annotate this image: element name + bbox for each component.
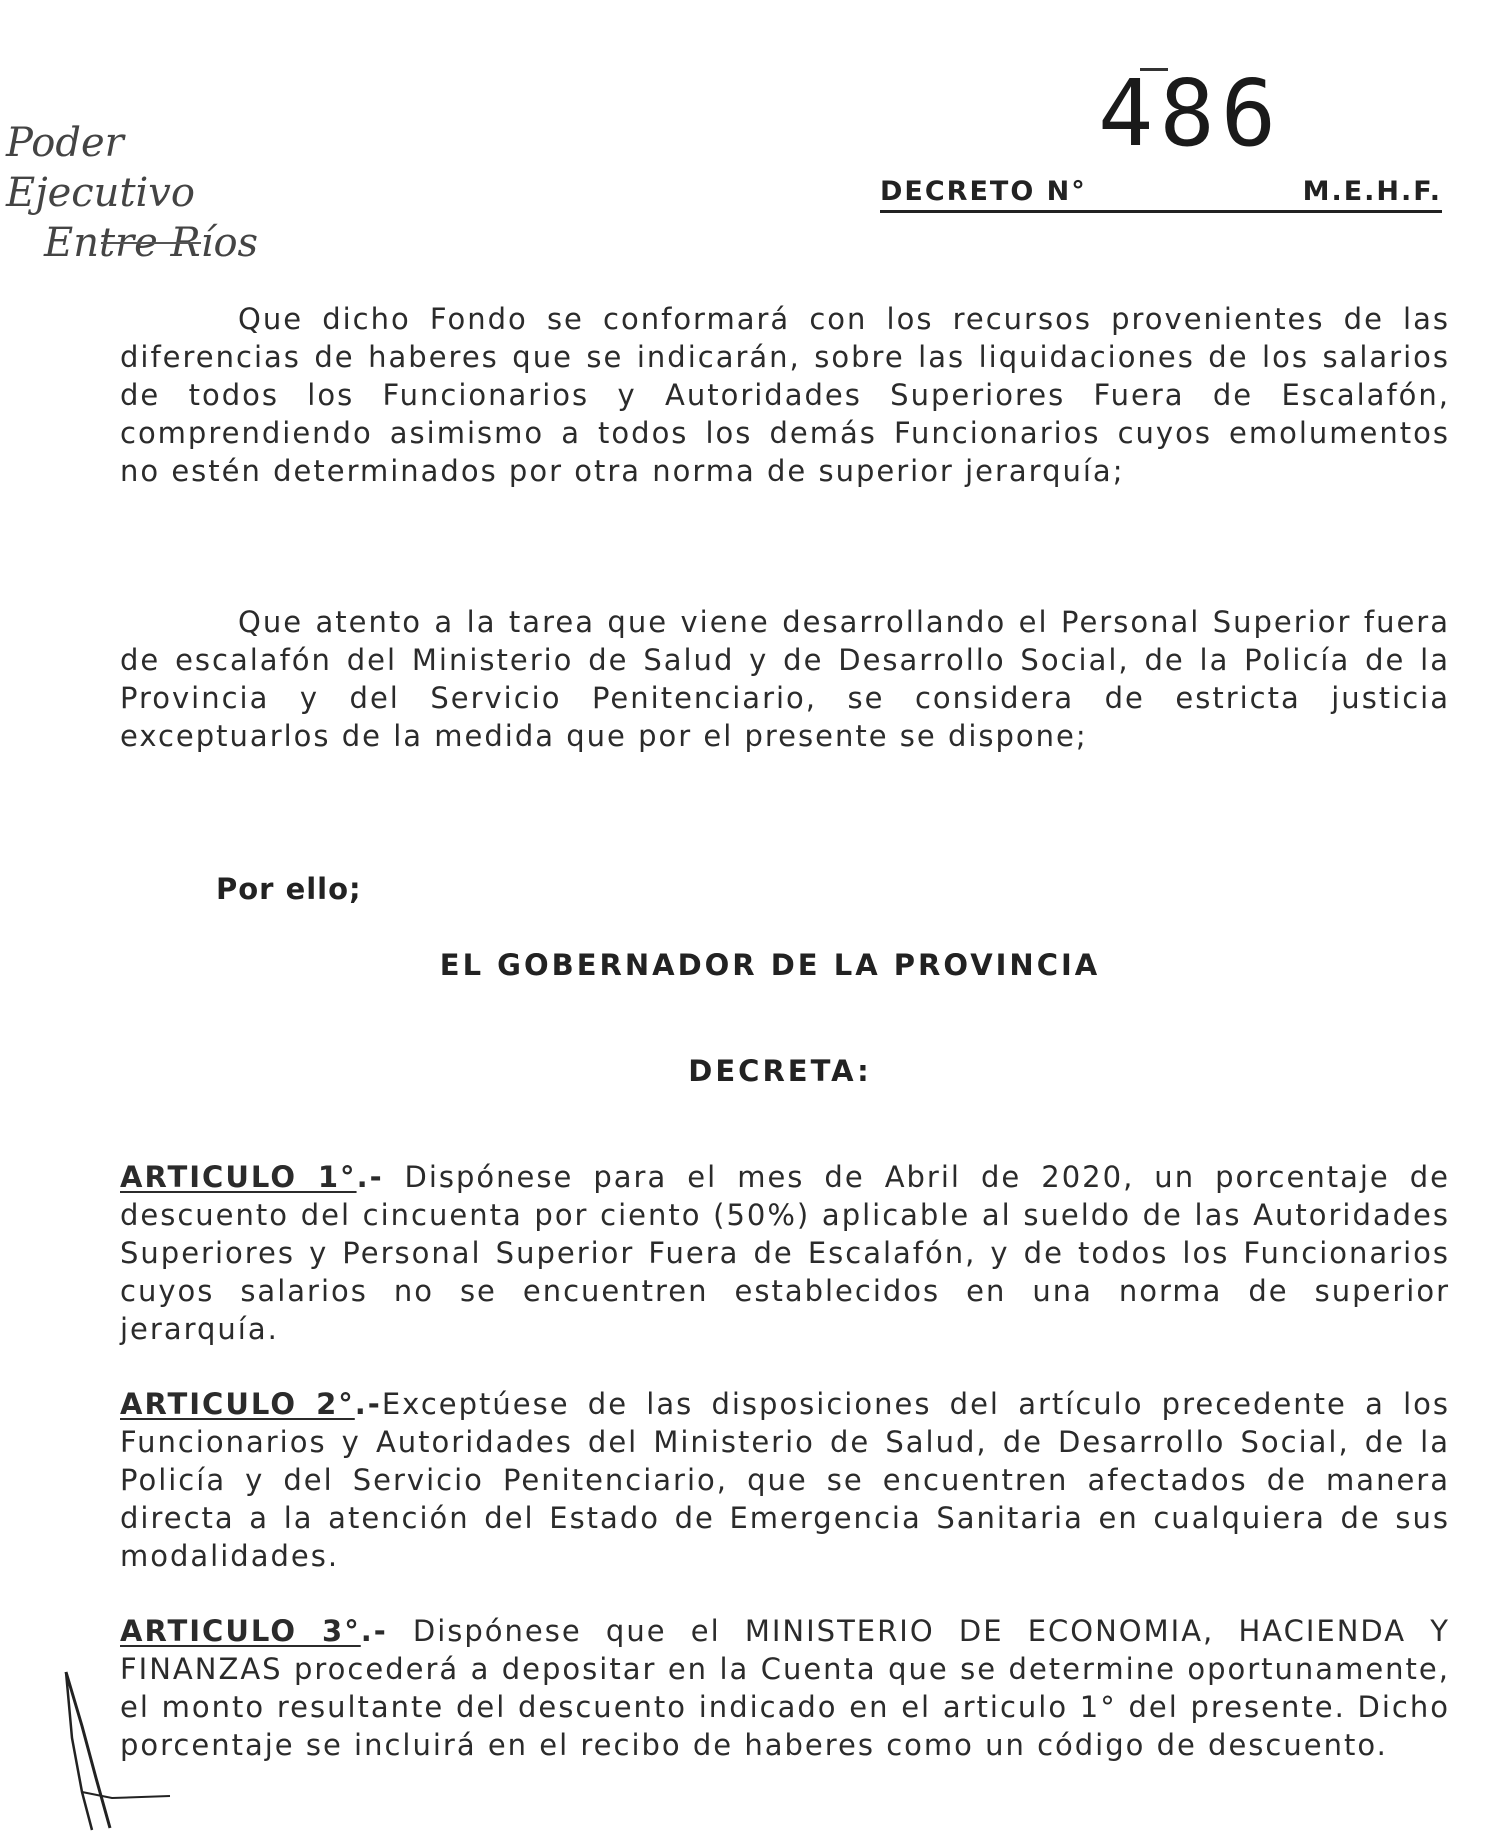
article-1-separator: .- (356, 1160, 405, 1194)
ministry-code: M.E.H.F. (1302, 176, 1442, 207)
article-2-separator: .- (354, 1387, 382, 1421)
article-3-separator: .- (360, 1614, 413, 1648)
por-ello-heading: Por ello; (216, 872, 362, 906)
governor-heading: EL GOBERNADOR DE LA PROVINCIA (439, 948, 1101, 982)
considerando-paragraph: Que atento a la tarea que viene desarrollando el Personal Superior fuera de escalafón del Ministerio de Salud y de Desarrollo Social, de la Policía de la Provincia y del Servicio Penitenciario, se considera de estricta justicia exceptuarlos de la medida que por el presente se dispone; (120, 605, 1450, 753)
decreta-heading: DECRETA: (688, 1054, 872, 1088)
letterhead (6, 118, 296, 268)
letterhead-rule (101, 242, 201, 244)
letterhead-line-1: Poder Ejecutivo (6, 120, 195, 216)
considerando-paragraph: Que dicho Fondo se conformará con los recursos provenientes de las diferencias de haberes que se indicarán, sobre las liquidaciones de los salarios de todos los Funcionarios y Autoridades Superiores Fuera de Escalafón, comprendiendo asimismo a todos los demás Funcionarios cuyos emolumentos no estén determinados por otra norma de superior jerarquía; (120, 302, 1450, 488)
article-1-text: Dispónese para el mes de Abril de 2020, un porcentaje de descuento del cincuenta por ciento (50%) aplicable al sueldo de las Autoridades Superiores y Personal Superior Fuera de Escalafón, y de todos los Funcionarios cuyos salarios no se encuentren establecidos en una norma de superior jerarquía. (120, 1160, 1451, 1346)
handwritten-decree-number: 486 (1098, 60, 1283, 167)
decree-heading (880, 176, 1442, 213)
article-2 (120, 1385, 1450, 1575)
article-1-title: ARTICULO 1° (120, 1160, 357, 1194)
letterhead-line-2: Entre Ríos (44, 220, 259, 266)
article-2-title: ARTICULO 2° (120, 1387, 355, 1421)
article-3-text: Dispónese que el MINISTERIO DE ECONOMIA, HACIENDA Y FINANZAS procederá a depositar en la Cuenta que se determine oportunamente, el monto resultante del descuento indicado en el articulo 1° del presente. Dicho porcentaje se incluirá en el recibo de haberes como un código de descuento. (120, 1614, 1451, 1762)
handwritten-signature-mark (52, 1668, 172, 1832)
article-1 (120, 1158, 1450, 1348)
article-3-title: ARTICULO 3° (120, 1614, 361, 1648)
decree-label: DECRETO N° (880, 176, 1087, 207)
decree-number-mark (1140, 68, 1168, 71)
article-3 (120, 1612, 1450, 1764)
article-2-text: Exceptúese de las disposiciones del artículo precedente a los Funcionarios y Autoridades del Ministerio de Salud, de Desarrollo Social, de la Policía y del Servicio Penitenciario, que se encuentren afectados de manera directa a la atención del Estado de Emergencia Sanitaria en cualquiera de sus modalidades. (120, 1387, 1451, 1573)
